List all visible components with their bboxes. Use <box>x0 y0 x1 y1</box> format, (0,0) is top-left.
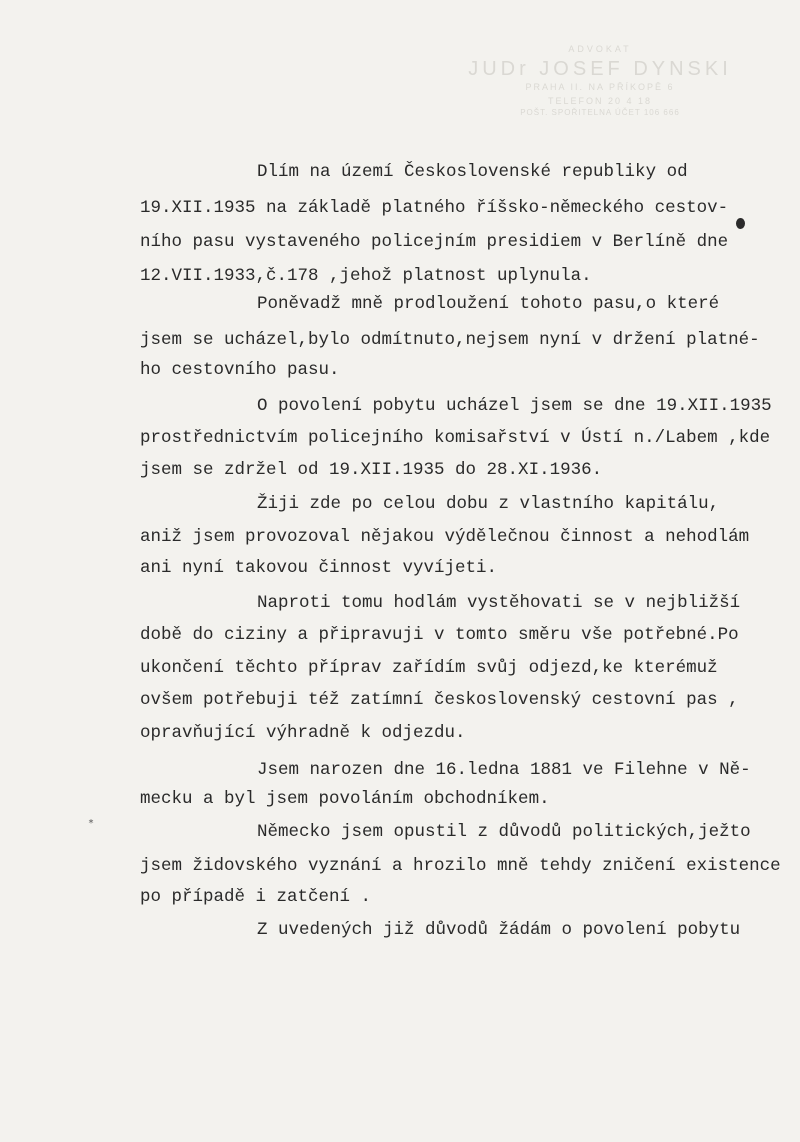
text-line: jsem židovského vyznání a hrozilo mně tehdy zničení existence <box>140 856 781 876</box>
text-line: prostřednictvím policejního komisařství v Ústí n./Labem ,kde <box>140 428 771 448</box>
letterhead-stamp <box>440 44 760 120</box>
text-line: době do ciziny a připravuji v tomto směru vše potřebné.Po <box>140 625 739 645</box>
ink-dot <box>736 218 745 229</box>
text-line: Jsem narozen dne 16.ledna 1881 ve Filehne v Ně- <box>257 760 751 780</box>
text-line: jsem se zdržel od 19.XII.1935 do 28.XI.1936. <box>140 460 603 480</box>
text-line: 19.XII.1935 na základě platného říšsko-německého cestov- <box>140 198 729 218</box>
text-line: Dlím na území Československé republiky od <box>257 162 688 182</box>
text-line: O povolení pobytu ucházel jsem se dne 19.XII.1935 <box>257 396 772 416</box>
text-line: 12.VII.1933,č.178 ,jehož platnost uplynula. <box>140 266 592 286</box>
text-line: Německo jsem opustil z důvodů politických,ježto <box>257 822 751 842</box>
text-line: opravňující výhradně k odjezdu. <box>140 723 466 743</box>
text-line: ovšem potřebuji též zatímní československý cestovní pas , <box>140 690 739 710</box>
stamp-line-3: PRAHA II. NA PŘÍKOPĚ 6 <box>525 82 675 92</box>
text-line: ního pasu vystaveného policejním presidiem v Berlíně dne <box>140 232 729 252</box>
text-line: ani nyní takovou činnost vyvíjeti. <box>140 558 498 578</box>
text-line: ukončení těchto příprav zařídím svůj odjezd,ke kterémuž <box>140 658 718 678</box>
stamp-line-4: TELEFON 20 4 18 <box>547 96 653 106</box>
stamp-line-1: ADVOKAT <box>568 44 632 54</box>
text-line: jsem se ucházel,bylo odmítnuto,nejsem nyní v držení platné- <box>140 330 760 350</box>
text-line: Poněvadž mně prodloužení tohoto pasu,o které <box>257 294 720 314</box>
stamp-line-2: JUDr JOSEF DYNSKI <box>468 58 732 80</box>
text-line: Naproti tomu hodlám vystěhovati se v nejbližší <box>257 593 741 613</box>
text-line: mecku a byl jsem povoláním obchodníkem. <box>140 789 550 809</box>
stamp-line-5: POŠT. SPOŘITELNA ÚČET 106 666 <box>520 108 680 117</box>
text-line: aniž jsem provozoval nějakou výdělečnou činnost a nehodlám <box>140 527 750 547</box>
text-line: po případě i zatčení . <box>140 887 372 907</box>
text-line: Z uvedených již důvodů žádám o povolení pobytu <box>257 920 741 940</box>
margin-mark: * <box>88 818 95 829</box>
text-line: ho cestovního pasu. <box>140 360 340 380</box>
text-line: Žiji zde po celou dobu z vlastního kapitálu, <box>257 494 720 514</box>
